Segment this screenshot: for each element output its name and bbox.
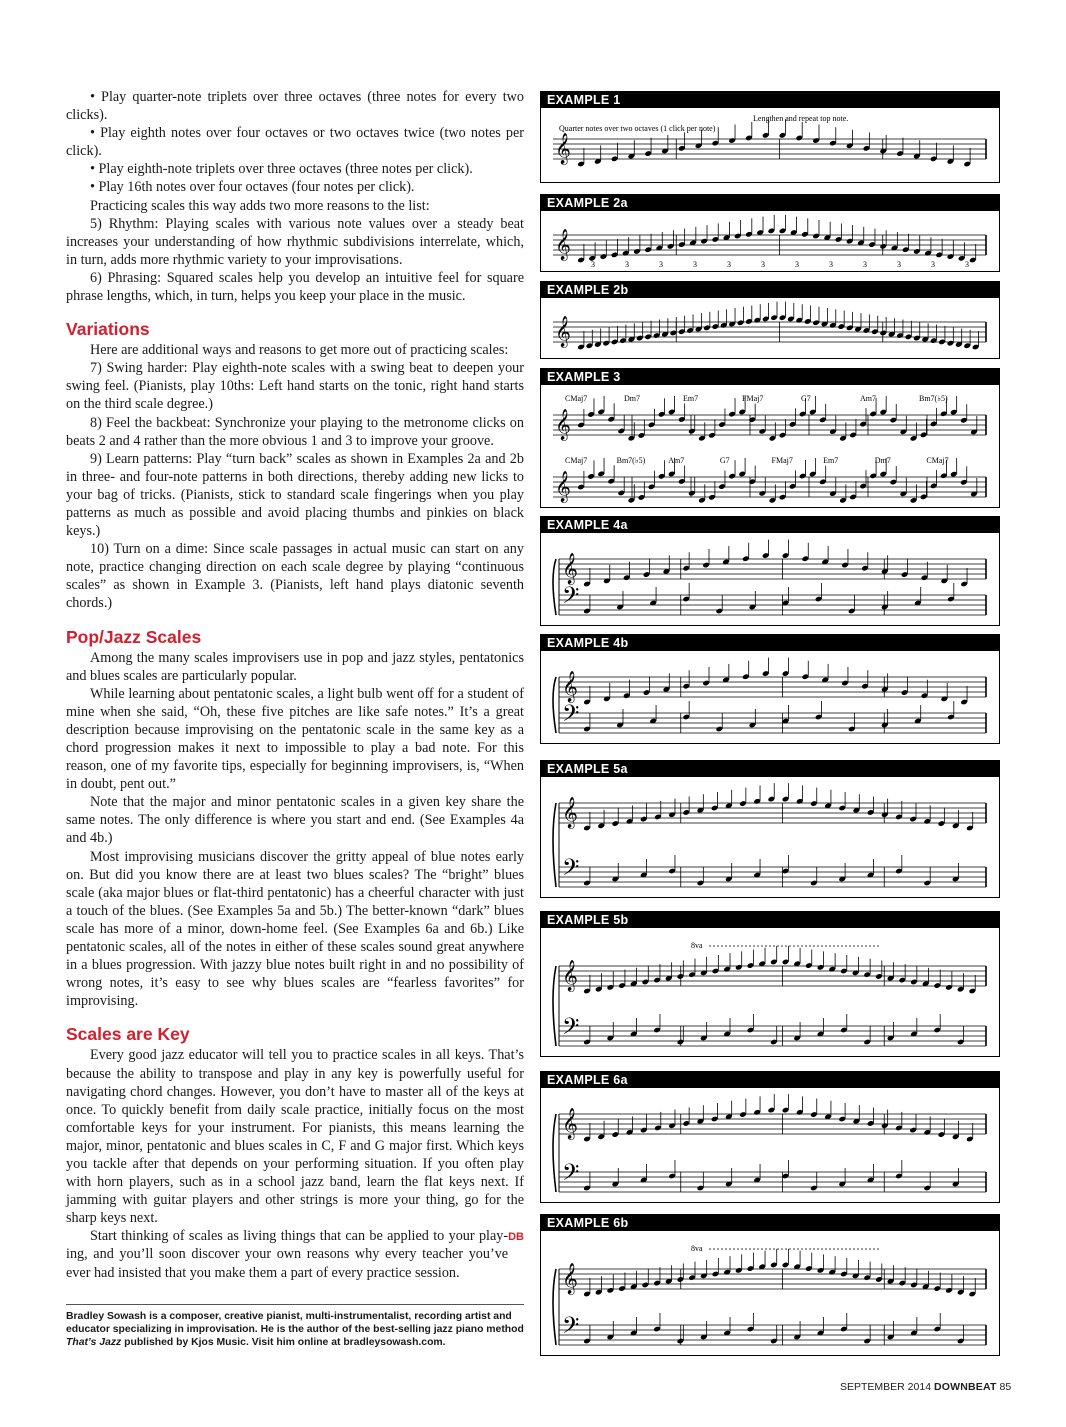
paragraph-text: Start thinking of scales as living things that can be applied to your playing, and you’ll soon discover your own reasons why every teacher you’ve ever had insisted that you make them a part of every practice session. — [66, 1228, 509, 1281]
footer-page-number: 85 — [999, 1381, 1012, 1393]
bass-clef: 𝄢 — [562, 855, 580, 886]
paragraph — [66, 1227, 524, 1281]
example-title: EXAMPLE 4b — [541, 635, 999, 651]
tuplet-mark: 3 — [591, 260, 595, 269]
bio-divider — [66, 1304, 524, 1305]
bass-clef: 𝄢 — [562, 1014, 580, 1045]
notation — [541, 777, 998, 897]
chord-symbol: Dm7 — [624, 394, 640, 403]
example-title: EXAMPLE 2a — [541, 195, 999, 211]
paragraph: 6) Phrasing: Squared scales help you develop an intuitive feel for square phrase lengths, which, in turn, helps you keep your place in the music. — [66, 269, 524, 305]
example-2a — [540, 194, 1000, 272]
ottava-mark: 8va — [691, 941, 703, 950]
chord-symbol: FMaj7 — [742, 394, 764, 403]
paragraph: Every good jazz educator will tell you to practice scales in all keys. That’s because the ability to transpose and play in any key is powerfully useful for navigating chord changes. However, you don’t have to master all of the keys at once. To quickly benefit from daily scale practice, initially focus on the most comfortable keys for your instrument. For pianists, this means learning the major, minor, pentatonic and blues scales in C, F and G major first. Which keys you tackle after that depends on your performing situation. If you often play with horn players, such as in a school jazz band, learn the flat keys next. If jamming with guitar players and other strings is more your thing, go for the sharp keys next. — [66, 1047, 524, 1227]
chord-symbol: FMaj7 — [771, 456, 793, 465]
example-title: EXAMPLE 3 — [541, 369, 999, 385]
tuplet-mark: 3 — [761, 260, 765, 269]
paragraph: Among the many scales improvisers use in pop and jazz styles, pentatonics and blues scales are particularly popular. — [66, 649, 524, 684]
example-2b — [540, 281, 1000, 359]
example-4a — [540, 516, 1000, 626]
section-heading-popjazz: Pop/Jazz Scales — [66, 626, 202, 647]
bullet-item: • Play 16th notes over four octaves (four notes per click). — [90, 179, 415, 196]
book-title: That’s Jazz — [66, 1337, 122, 1349]
treble-clef: 𝄞 — [562, 1263, 578, 1294]
treble-clef: 𝄞 — [555, 229, 571, 260]
tuplet-mark: 3 — [931, 260, 935, 269]
chord-symbol: CMaj7 — [926, 456, 949, 465]
tuplet-mark: 3 — [659, 260, 663, 269]
treble-clef: 𝄞 — [555, 409, 571, 440]
treble-clef: 𝄞 — [562, 553, 578, 584]
bass-clef: 𝄢 — [562, 1313, 580, 1344]
paragraph: 9) Learn patterns: Play “turn back” scales as shown in Examples 2a and 2b in three- and four-note patterns in both directions, thereby adding new licks to your bag of tricks. (Pianists, stick to standard scale fingerings when you play patterns as much as possible and avoid placing thumbs and pinkies on black keys.) — [66, 450, 524, 540]
example-title: EXAMPLE 5a — [541, 761, 999, 777]
notation — [541, 928, 998, 1056]
chord-symbol: Bm7(♭5) — [616, 456, 646, 465]
chord-symbol: Am7 — [860, 394, 876, 403]
treble-clef: 𝄞 — [562, 671, 578, 702]
chord-symbol: G7 — [719, 456, 730, 465]
treble-clef: 𝄞 — [562, 797, 578, 828]
footer-magazine: DOWNBEAT — [933, 1381, 997, 1393]
tuplet-mark: 3 — [863, 260, 867, 269]
treble-clef: 𝄞 — [555, 471, 571, 502]
chord-symbol: Em7 — [683, 394, 699, 403]
end-mark: DB — [508, 1231, 524, 1244]
paragraph: 8) Feel the backbeat: Synchronize your playing to the metronome clicks on beats 2 and 4 rather than the more obvious 1 and 3 to improve your groove. — [66, 414, 524, 449]
bass-clef: 𝄢 — [562, 1160, 580, 1191]
paragraph: Practicing scales this way adds two more reasons to the list: — [90, 197, 430, 214]
example-6b — [540, 1214, 1000, 1356]
bio-text: Bradley Sowash is a composer, creative pianist, multi-instrumentalist, recording artist and educator specializing in improvisation. He is the author of the best-selling jazz piano method — [66, 1311, 524, 1336]
page-footer — [840, 1381, 1012, 1393]
treble-clef: 𝄞 — [562, 1108, 578, 1139]
tuplet-mark: 3 — [727, 260, 731, 269]
notation — [541, 651, 998, 743]
example-3 — [540, 368, 1000, 508]
tuplet-mark: 3 — [693, 260, 697, 269]
example-4b — [540, 634, 1000, 744]
bass-clef: 𝄢 — [562, 583, 580, 614]
example-title: EXAMPLE 6a — [541, 1072, 999, 1088]
chord-symbol: CMaj7 — [565, 394, 588, 403]
treble-clef: 𝄞 — [555, 133, 571, 164]
treble-clef: 𝄞 — [555, 316, 571, 347]
example-caption: Quarter notes over two octaves (1 click per note) — [559, 124, 716, 133]
brace — [553, 677, 556, 733]
brace — [553, 559, 556, 615]
example-title: EXAMPLE 6b — [541, 1215, 999, 1231]
author-bio — [66, 1310, 524, 1350]
notation — [541, 1231, 998, 1355]
tuplet-mark: 3 — [795, 260, 799, 269]
chord-symbol: Em7 — [823, 456, 839, 465]
tuplet-mark: 3 — [897, 260, 901, 269]
paragraph: Here are additional ways and reasons to get more out of practicing scales: — [90, 342, 509, 359]
tuplet-mark: 3 — [965, 260, 969, 269]
treble-clef: 𝄞 — [562, 960, 578, 991]
paragraph: 7) Swing harder: Play eighth-note scales with a swing beat to deepen your swing feel. (Pianists, play 10ths: Left hand starts on the tonic, right hand starts on the third scale degree.) — [66, 360, 524, 413]
section-heading-scales-key: Scales are Key — [66, 1024, 190, 1045]
paragraph: 10) Turn on a dime: Since scale passages in actual music can start on any note, practice changing direction on each scale degree by playing “continuous scales” as shown in Example 3. (Pianists, left hand plays diatonic seventh chords.) — [66, 541, 524, 612]
notation — [541, 533, 998, 625]
notation — [541, 298, 998, 358]
notation — [541, 1088, 998, 1202]
brace — [553, 1114, 556, 1192]
notation — [541, 108, 998, 182]
paragraph: 5) Rhythm: Playing scales with various note values over a steady beat increases your understanding of how rhythmic subdivisions interrelate, which, in turn, adds more rhythmic variety to your improvisations. — [66, 215, 524, 268]
example-5a — [540, 760, 1000, 898]
bass-clef: 𝄢 — [562, 701, 580, 732]
paragraph: While learning about pentatonic scales, a light bulb went off for a student of mine when she said, “Oh, these five pitches are like safe notes.” It’s a great description because improvising on the pentatonic scale in the same key as a chord progression makes it next to impossible to play a bad note. For this reason, one of my favorite tips, especially for beginning improvisers, is, “When in doubt, pent out.” — [66, 685, 524, 793]
section-heading-variations: Variations — [66, 319, 150, 340]
paragraph: Note that the major and minor pentatonic scales in a given key share the same notes. The only difference is where you start and end. (See Examples 4a and 4b.) — [66, 794, 524, 847]
chord-symbol: CMaj7 — [565, 456, 588, 465]
example-6a — [540, 1071, 1000, 1203]
tuplet-mark: 3 — [829, 260, 833, 269]
example-title: EXAMPLE 5b — [541, 912, 999, 928]
example-title: EXAMPLE 4a — [541, 517, 999, 533]
chord-symbol: G7 — [801, 394, 811, 403]
example-title: EXAMPLE 2b — [541, 282, 999, 298]
bullet-item: • Play eighth-note triplets over three octaves (three notes per click). — [90, 161, 473, 178]
example-title: EXAMPLE 1 — [541, 92, 999, 108]
example-1 — [540, 91, 1000, 183]
bio-text-after: published by Kjos Music. Visit him online at bradleysowash.com. — [124, 1337, 446, 1349]
chord-symbol: Bm7(♭5) — [919, 394, 948, 403]
example-5b — [540, 911, 1000, 1057]
brace — [553, 1269, 556, 1345]
bullet-item: • Play eighth notes over four octaves or two octaves twice (two notes per click). — [66, 125, 524, 160]
chord-symbol: Dm7 — [874, 456, 891, 465]
notation — [541, 211, 998, 271]
article-body — [66, 88, 524, 1282]
chord-symbol: Am7 — [668, 456, 685, 465]
footer-date: SEPTEMBER 2014 — [840, 1381, 932, 1393]
example-annotation: Lengthen and repeat top note. — [753, 114, 849, 123]
paragraph: Most improvising musicians discover the gritty appeal of blue notes early on. But did you know there are at least two blues scales? The “bright” blues scale (aka major blues or flat-third pentatonic) has a cheerful character with just a touch of the blues. (See Examples 5a and 5b.) The better-known “dark” blues scale has more of a minor, down-home feel. (See Examples 6a and 6b.) Like pentatonic scales, all of the notes in either of these scales sound great anywhere in a blues progression. With jazzy blue notes built right in and no possibility of wrong notes, it’s easy to see why blues scales are “fearless favorites” for improvising. — [66, 848, 524, 1010]
notation — [541, 385, 998, 507]
ottava-mark: 8va — [691, 1244, 703, 1253]
bullet-item: • Play quarter-note triplets over three octaves (three notes for every two clicks). — [66, 89, 524, 124]
brace — [553, 966, 556, 1046]
tuplet-mark: 3 — [625, 260, 629, 269]
brace — [553, 803, 556, 887]
